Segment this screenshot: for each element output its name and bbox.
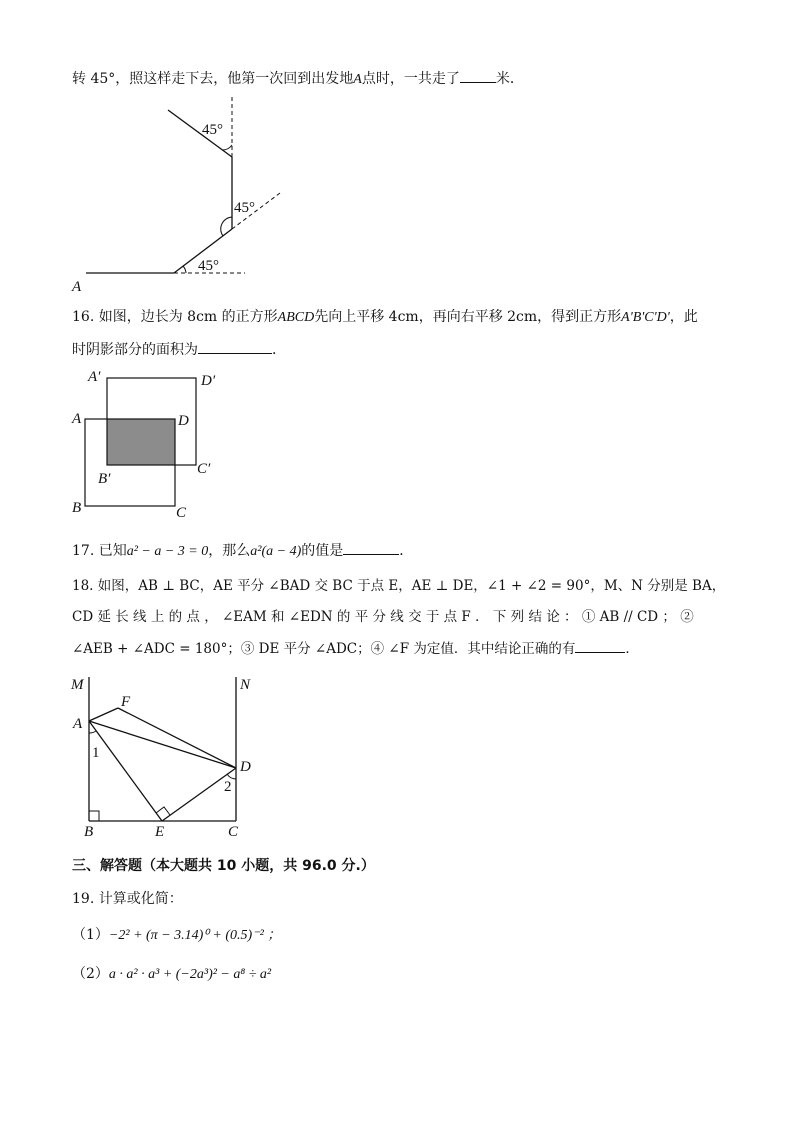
q19-part1-label: （1） [72, 927, 109, 943]
q16-line1-c: ，此 [669, 309, 698, 325]
q15-angle-label-3: 45° [202, 122, 223, 138]
q19-part1-expression: −2² + (π − 3.14)⁰ + (0.5)⁻² ； [108, 928, 282, 943]
q18-label-b: B [84, 824, 94, 840]
q19-part2-expression: a · a² · a³ + (−2a³)² − a⁸ ÷ a² [108, 967, 272, 982]
q19-part-2 [72, 964, 271, 985]
q18-line3-a: ∠AEB + ∠ADC = 180°；③ DE 平分 ∠ADC；④ ∠F 为定值．其中结论正确的有 [72, 641, 576, 657]
q16-label-b: B [72, 500, 82, 516]
q17-text-a: 已知 [98, 543, 127, 559]
q18-line-ad [89, 721, 236, 768]
q15-text-mid: 点时，一共走了 [361, 71, 460, 87]
q18-line2: CD 延 长 线 上 的 点 ， ∠EAM 和 ∠EDN 的 平 分 线 交 于 点 F ． 下 列 结 论 ： ① AB // CD ； ② [72, 609, 694, 625]
q17-text-c: 的值是 [301, 543, 344, 559]
q15-label-a: A [72, 279, 82, 295]
q16-label-c-prime: C′ [197, 461, 211, 477]
q18-line-af [89, 708, 118, 721]
section3-title: 三、解答题（本大题共 10 小题，共 96.0 分.） [72, 858, 375, 874]
q16-label-d-prime: D′ [201, 373, 216, 389]
q17-number: 17. [72, 543, 95, 559]
q19-intro: 计算或化简： [98, 891, 183, 907]
q17-equation: a² − a − 3 = 0 [126, 544, 209, 559]
q15-point: A [353, 72, 362, 87]
q15-text-suffix: 米． [495, 71, 524, 87]
q18-label-a: A [73, 716, 83, 732]
q19-part-1 [72, 925, 281, 946]
q16-label-d: D [178, 413, 189, 429]
q17-expression: a²(a − 4) [250, 544, 302, 559]
q18-label-n: N [240, 677, 251, 693]
q16-label-c: C [176, 505, 187, 521]
q18-line-ae [89, 721, 162, 821]
q16-label-a: A [72, 411, 82, 427]
q15-angle-label-1: 45° [198, 258, 219, 274]
q18-label-m: M [71, 677, 84, 693]
q18-label-e: E [155, 824, 165, 840]
q18-line3-end: ． [625, 641, 639, 657]
q16-number: 16. [72, 309, 95, 325]
q16-line2: 时阴影部分的面积为 [72, 342, 198, 358]
q16-square1: ABCD [277, 310, 315, 325]
q16-line1-b: 先向上平移 4cm，再向右平移 2cm，得到正方形 [314, 309, 622, 325]
q16-line1-a: 如图，边长为 8cm 的正方形 [98, 309, 278, 325]
q19-intro-line [72, 889, 183, 909]
q17-end: ． [399, 543, 414, 559]
q16-label-a-prime: A′ [88, 369, 101, 385]
q19-part2-label: （2） [72, 966, 109, 982]
q16-line2-end: ． [272, 342, 286, 358]
q18-right-angle-b [89, 811, 99, 821]
q18-label-c: C [228, 824, 239, 840]
q16-label-b-prime: B′ [98, 471, 111, 487]
q18-right-angle-e [156, 807, 170, 815]
q18-label-f: F [121, 694, 131, 710]
q19-number: 19. [72, 891, 95, 907]
q15-text-prefix: 转 45°，照这样走下去，他第一次回到出发地 [72, 71, 354, 87]
q18-label-1: 1 [92, 745, 100, 761]
q18-label-d: D [240, 759, 251, 775]
q18-number: 18. [72, 578, 94, 594]
q18-line-fd [118, 708, 236, 768]
q15-angle-label-2: 45° [234, 200, 255, 216]
q17-text-b: ，那么 [208, 543, 251, 559]
q18-label-2: 2 [224, 779, 232, 795]
q18-line1: 如图，AB ⊥ BC，AE 平分 ∠BAD 交 BC 于点 E，AE ⊥ DE，∠1 + ∠2 = 90°，M、N 分别是 BA， [97, 578, 726, 594]
q16-square2: A'B'C'D' [621, 310, 670, 325]
q18-angle-arc-1 [89, 731, 96, 733]
